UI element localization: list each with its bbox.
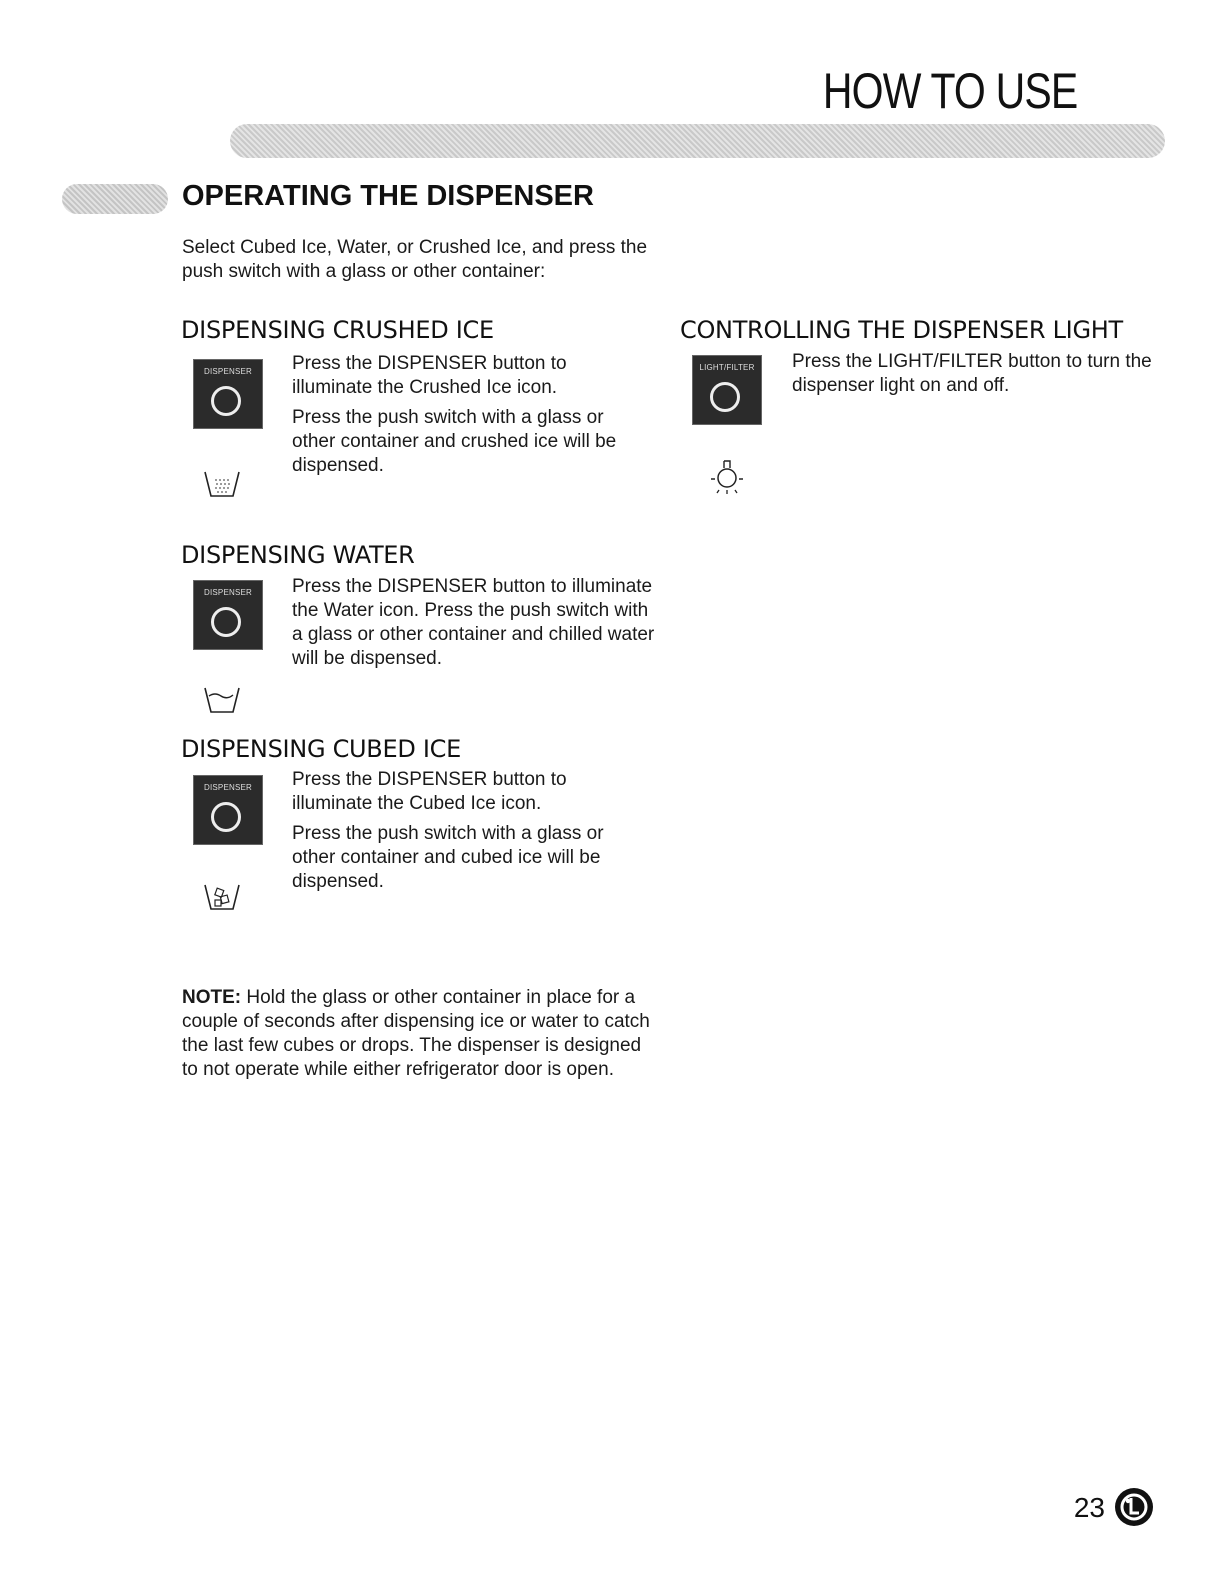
- crushed-ice-instruction-2: Press the push switch with a glass or other container and crushed ice will be dispensed.: [292, 407, 617, 476]
- cubed-ice-instruction-2: Press the push switch with a glass or other container and cubed ice will be dispensed.: [292, 823, 604, 892]
- note-label: NOTE:: [182, 987, 242, 1008]
- lg-logo-icon: [1113, 1486, 1155, 1528]
- crushed-ice-glass-icon: [202, 470, 242, 498]
- dispenser-button-label: DISPENSER: [203, 588, 253, 597]
- crushed-ice-title: DISPENSING CRUSHED ICE: [181, 316, 494, 344]
- cubed-ice-glass-icon: [202, 883, 242, 911]
- dispenser-button-label: DISPENSER: [203, 783, 253, 792]
- dispenser-light-instruction: Press the LIGHT/FILTER button to turn the dispenser light on and off.: [792, 351, 1152, 396]
- dispenser-button-icon: [193, 775, 263, 845]
- note-paragraph: [182, 986, 662, 1082]
- water-instruction: Press the DISPENSER button to illuminate the Water icon. Press the push switch with a glass or other container and chilled water will be dispensed.: [292, 576, 655, 669]
- cubed-ice-title: DISPENSING CUBED ICE: [181, 735, 461, 763]
- dispenser-button-icon: [193, 359, 263, 429]
- dispenser-button-label: DISPENSER: [203, 367, 253, 376]
- water-glass-icon: [202, 686, 242, 714]
- header-bar: [230, 124, 1165, 158]
- section-tab-marker: [62, 184, 168, 214]
- light-filter-button-label: LIGHT/FILTER: [699, 363, 755, 372]
- section-title: OPERATING THE DISPENSER: [182, 180, 594, 212]
- light-filter-button-icon: [692, 355, 762, 425]
- cubed-ice-instruction-1: Press the DISPENSER button to illuminate the Cubed Ice icon.: [292, 769, 567, 814]
- light-bulb-icon: [707, 458, 747, 496]
- water-title: DISPENSING WATER: [181, 541, 415, 569]
- page-number: 23: [1073, 1492, 1105, 1523]
- note-text: Hold the glass or other container in place for a couple of seconds after dispensing ice or water to catch the last few cubes or drops. The dispenser is designed to not operate while either refrigerator door is open.: [182, 987, 650, 1080]
- dispenser-light-title: CONTROLLING THE DISPENSER LIGHT: [680, 316, 1123, 344]
- page-header-title: HOW TO USE: [822, 63, 1077, 119]
- dispenser-button-icon: [193, 580, 263, 650]
- crushed-ice-instruction-1: Press the DISPENSER button to illuminate the Crushed Ice icon.: [292, 353, 567, 398]
- section-intro: Select Cubed Ice, Water, or Crushed Ice, and press the push switch with a glass or other container:: [182, 237, 648, 282]
